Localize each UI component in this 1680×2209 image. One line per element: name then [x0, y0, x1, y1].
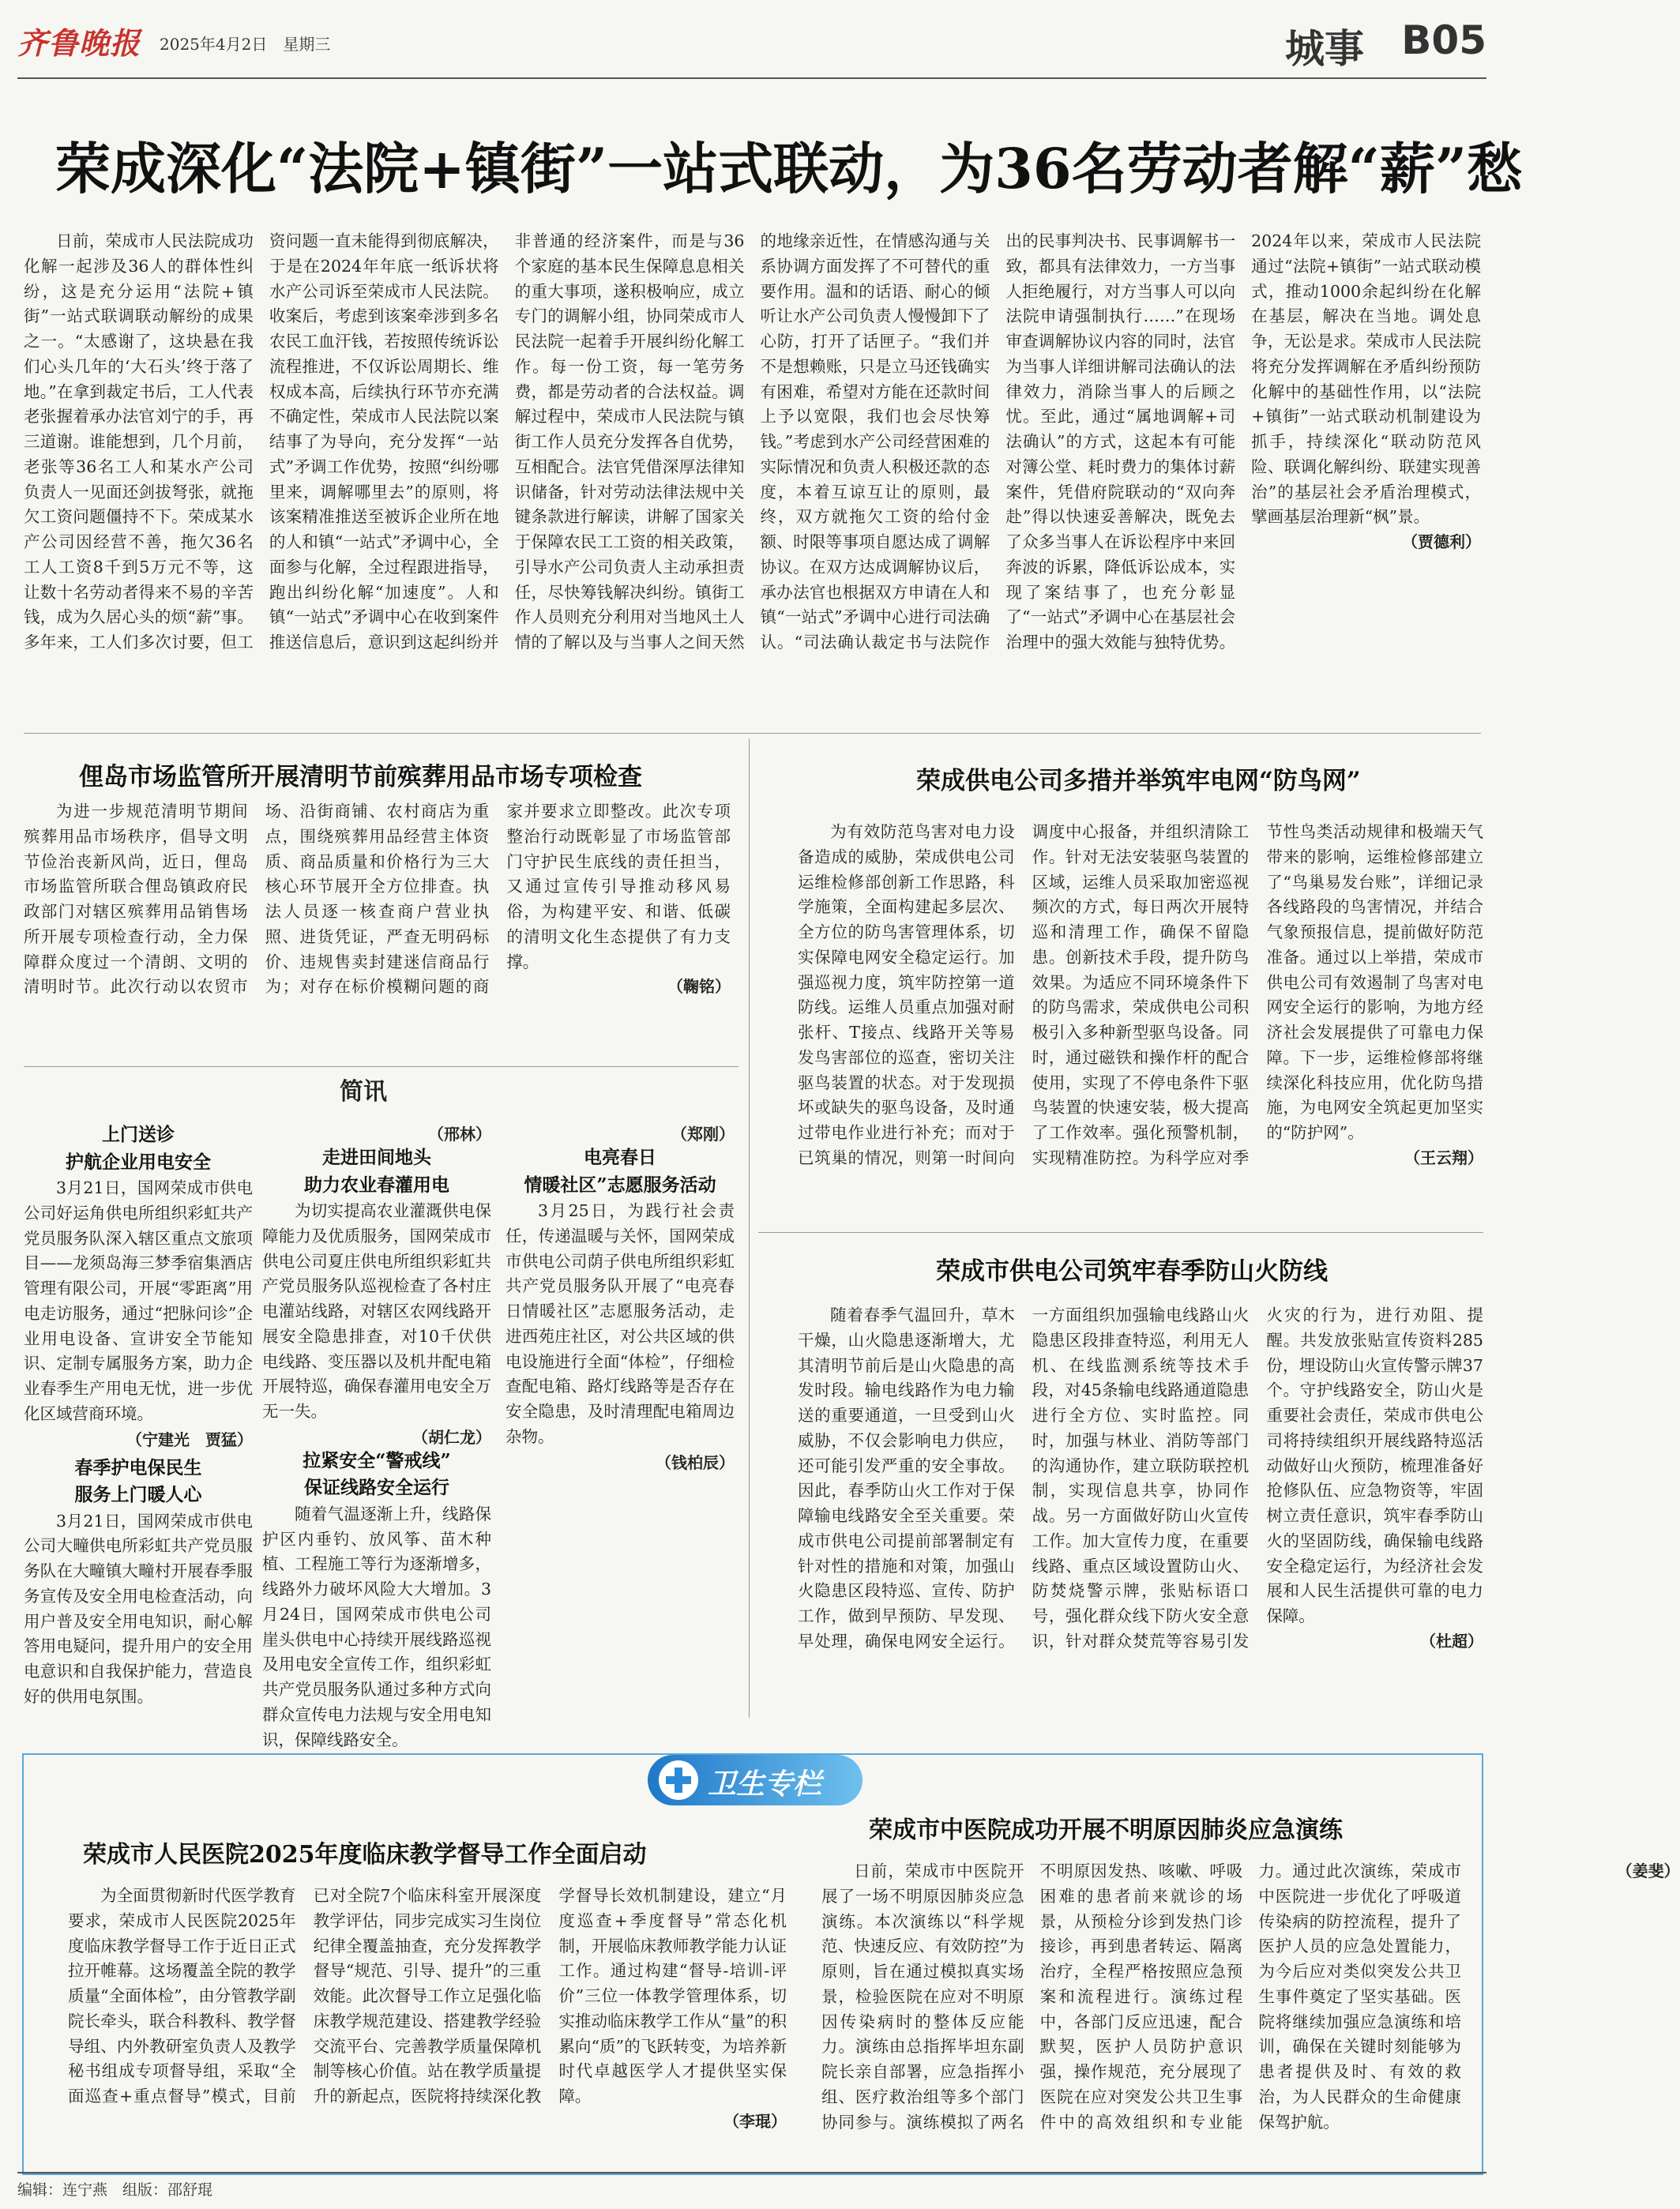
lead-byline: （贾德利） [1401, 532, 1481, 552]
lead-headline: 荣成深化“法院+镇街”一站式联动，为36名劳动者解“薪”愁 [55, 136, 1523, 201]
footer-rule [17, 2172, 1486, 2173]
brief-col-1 [24, 1121, 253, 1722]
divider [24, 1066, 739, 1067]
bird-byline: （王云翔） [1404, 1148, 1483, 1167]
hospital-body: 为全面贯彻新时代医学教育要求，荣成市人民医院2025年度临床教学督导工作于近日正式拉开帷幕。这场覆盖全院的教学质量“全面体检”，由分管教学副院长牵头，联合科教科、教学督导组、内外教研室负责人及教学秘书组成专项督导组，采取“全面巡查+重点督导”模式，目前已对全院7个临床科室开展深度教学评估，同步完成实习生岗位纪律全覆盖抽查，充分发挥教学督导“规范、引导、提升”的三重效能。此次督导工作立足强化临床教学规范建设、搭建教学经验交流平台、完善教学质量保障机制等核心价值。站在教学质量提升的新起点，医院将持续深化教学督导长效机制建设，建立“月度巡查+季度督导”常态化机制，开展临床教师教学能力认证工作。通过构建“督导-培训-评价”三位一体教学管理体系，切实推动临床教学工作从“量”的积累向“质”的飞跃转变，为培养新时代卓越医学人才提供坚实保障。 [68, 1886, 787, 2106]
brief-title: 简讯 [340, 1078, 387, 1106]
brief-item-5-headline: 电亮春日 情暖社区”志愿服务活动 [524, 1147, 716, 1196]
bird-headline: 荣成供电公司多措并举筑牢电网“防鸟网” [916, 767, 1361, 795]
brief-item-1-byline: （宁建光 贾猛） [126, 1429, 253, 1449]
editor-credits: 编辑：连宁燕 组版：邵舒琨 [17, 2181, 213, 2199]
hospital-article [68, 1884, 787, 2160]
brief-item-5-byline: （钱柏辰） [656, 1452, 735, 1472]
section-name: 城事 [1285, 25, 1364, 72]
medical-cross-icon [659, 1760, 698, 1800]
brief-item-2-byline: （邢林） [428, 1125, 491, 1144]
newspaper-logo: 齐鲁晚报 [17, 25, 141, 61]
fire-article [798, 1303, 1483, 1722]
brief-item-5-body: 3月25日，为践行社会责任，传递温暖与关怀，国网荣成市供电公司荫子供电所组织彩虹共产党员服务队开展了“电亮春日情暖社区”志愿服务活动，走进西苑庄社区，对公共区域的供电设施进行全面“体检”，仔细检查配电箱、路灯线路等是否存在安全隐患，及时清理配电箱周边杂物。 [506, 1201, 735, 1446]
brief-item-2-body: 3月21日，国网荣成市供电公司大疃供电所彩虹共产党员服务队在大疃镇大疃村开展春季服务宣传及安全用电检查活动，向用户普及安全用电知识，耐心解答用电疑问，提升用户的安全用电意识和自我保护能力，营造良好的供用电氛围。 [24, 1511, 253, 1707]
brief-col-2 [262, 1121, 491, 1749]
brief-item-4-headline: 拉紧安全“警戒线” 保证线路安全运行 [303, 1449, 451, 1499]
divider [758, 1232, 1483, 1233]
hospital-byline: （李琨） [723, 2111, 787, 2131]
brief-item-3-body: 为切实提高农业灌溉供电保障能力及优质服务，国网荣成市供电公司夏庄供电所组织彩虹共产党员服务队巡视检查了各村庄电灌站线路，对辖区农网线路开展安全隐患排查，对10千伏供电线路、变压器以及机井配电箱开展特巡，确保春灌用电安全万无一失。 [262, 1201, 491, 1422]
tcm-body: 日前，荣成市中医院开展了一场不明原因肺炎应急演练。本次演练以“科学规范、快速反应、有效防控”为原则，旨在通过模拟真实场景，检验医院在应对不明原因传染病时的整体反应能力。演练由总指挥毕坦东副院长亲自部署，应急指挥小组、医疗救治组等多个部门协同参与。演练模拟了两名不明原因发热、咳嗽、呼吸困难的患者前来就诊的场景，从预检分诊到发热门诊接诊，再到患者转运、隔离治疗，全程严格按照应急预案和流程进行。演练过程中，各部门反应迅速，配合默契，医护人员防护意识强，操作规范，充分展现了医院在应对突发公共卫生事件中的高效组织和专业能力。通过此次演练，荣成市中医院进一步优化了呼吸道传染病的防控流程，提升了医护人员的应急处置能力，为今后应对类似突发公共卫生事件奠定了坚实基础。医院将继续加强应急演练和培训，确保在关键时刻能够为患者提供及时、有效的救治，为人民群众的生命健康保驾护航。 [821, 1861, 1461, 2132]
market-body: 为进一步规范清明节期间殡葬用品市场秩序，倡导文明节俭治丧新风尚，近日，俚岛市场监管所联合俚岛镇政府民政部门对辖区殡葬用品销售场所开展专项检查行动，全力保障群众度过一个清朗、文明的清明时节。此次行动以农贸市场、沿街商铺、农村商店为重点，围绕殡葬用品经营主体资质、商品质量和价格行为三大核心环节展开全方位排查。执法人员逐一核查商户营业执照、进货凭证，严查无明码标价、违规售卖封建迷信商品行为；对存在标价模糊问题的商家并要求立即整改。此次专项整治行动既彰显了市场监管部门守护民生底线的责任担当，又通过宣传引导推动移风易俗，为构建平安、和谐、低碳的清明文化生态提供了有力支撑。 [24, 802, 731, 997]
issue-date: 2025年4月2日 星期三 [160, 35, 331, 54]
lead-article [24, 229, 1481, 719]
fire-headline: 荣成市供电公司筑牢春季防山火防线 [936, 1257, 1328, 1286]
bird-body: 为有效防范鸟害对电力设备造成的威胁，荣成供电公司运维检修部创新工作思路，科学施策，全面构建起多层次、全方位的防鸟害管理体系，切实保障电网安全稳定运行。加强巡视力度，筑牢防控第一道防线。运维人员重点加强对耐张杆、T接点、线路开关等易发鸟害部位的巡查，密切关注驱鸟装置的状态。对于发现损坏或缺失的驱鸟设备，及时通过带电作业进行补充；而对于已筑巢的情况，则第一时间向调度中心报备，并组织清除工作。针对无法安装驱鸟装置的区域，运维人员采取加密巡视频次的方式，每日两次开展特巡和清理工作，确保不留隐患。创新技术手段，提升防鸟效果。为适应不同环境条件下的防鸟需求，荣成供电公司积极引入多种新型驱鸟设备。同时，通过磁铁和操作杆的配合使用，实现了不停电条件下驱鸟装置的快速安装，极大提高了工作效率。强化预警机制，实现精准防控。为科学应对季节性鸟类活动规律和极端天气带来的影响，运维检修部建立了“鸟巢易发台账”，详细记录各线路段的鸟害情况，并结合气象预报信息，提前做好防范准备。通过以上举措，荣成市供电公司有效遏制了鸟害对电网安全运行的影响，为地方经济社会发展提供了可靠电力保障。下一步，运维检修部将继续深化科技应用，优化防鸟措施，为电网安全筑起更加坚实的“防护网”。 [798, 822, 1483, 1167]
brief-item-1-headline: 上门送诊 护航企业用电安全 [66, 1124, 211, 1173]
brief-item-1-body: 3月21日，国网荣成市供电公司好运角供电所组织彩虹共产党员服务队深入辖区重点文旅项目——龙须岛海三梦季宿集酒店管理有限公司，开展“零距离”用电走访服务，通过“把脉问诊”企业用电设备、宣讲安全节能知识、定制专属服务方案，助力企业春季生产用电无忧，进一步优化区域营商环境。 [24, 1178, 253, 1423]
brief-item-3-headline: 走进田间地头 助力农业春灌用电 [304, 1147, 449, 1196]
brief-item-2-headline: 春季护电保民生 服务上门暖人心 [74, 1456, 202, 1506]
tcm-byline: （姜斐） [1616, 1861, 1680, 1880]
tcm-headline: 荣成市中医院成功开展不明原因肺炎应急演练 [869, 1816, 1343, 1844]
brief-col-3 [506, 1121, 735, 1722]
masthead [17, 14, 1486, 76]
hospital-headline: 荣成市人民医院2025年度临床教学督导工作全面启动 [83, 1841, 647, 1869]
page-number: B05 [1401, 17, 1486, 63]
brief-item-3-byline: （胡仁龙） [412, 1427, 491, 1447]
fire-body: 随着春季气温回升，草木干燥，山火隐患逐渐增大，尤其清明节前后是山火隐患的高发时段。输电线路作为电力输送的重要通道，一旦受到山火威胁，不仅会影响电力供应，还可能引发严重的安全事故。因此，春季防山火工作对于保障输电线路安全至关重要。荣成市供电公司提前部署制定有针对性的措施和对策，加强山火隐患区段特巡、宣传、防护工作，做到早预防、早发现、早处理，确保电网安全运行。一方面组织加强输电线路山火隐患区段排查特巡，利用无人机、在线监测系统等技术手段，对45条输电线路通道隐患进行全方位、实时监控。同时，加强与林业、消防等部门的沟通协作，建立联防联控机制，实现信息共享，协同作战。另一方面做好防山火宣传工作。加大宣传力度，在重要线路、重点区域设置防山火、防焚烧警示牌，张贴标语口号，强化群众线下防火安全意识，针对群众焚荒等容易引发火灾的行为，进行劝阻、提醒。共发放张贴宣传资料285份，埋设防山火宣传警示牌37个。守护线路安全，防山火是重要社会责任，荣成市供电公司将持续组织开展线路特巡活动做好山火预防，梳理准备好抢修队伍、应急物资等，牢固树立责任意识，筑牢春季防山火的坚固防线，确保输电线路安全稳定运行，为经济社会发展和人民生活提供可靠的电力保障。 [798, 1305, 1483, 1651]
fire-byline: （杜超） [1419, 1631, 1483, 1651]
lead-body: 日前，荣成市人民法院成功化解一起涉及36人的群体性纠纷，这是充分运用“法院+镇街”一站式联调联动解纷的成果之一。“太感谢了，这块悬在我们心头几年的‘大石头’终于落了地。”在拿到裁定书后，工人代表老张握着承办法官刘宁的手，再三道谢。谁能想到，几个月前，老张等36名工人和某水产公司负责人一见面还剑拔弩张，就拖欠工资问题僵持不下。荣成某水产公司因经营不善，拖欠36名工人工资8千到5万元不等，这让数十名劳动者得来不易的辛苦钱，成为久居心头的烦“薪”事。多年来，工人们多次讨要，但工资问题一直未能得到彻底解决，于是在2024年年底一纸诉状将水产公司诉至荣成市人民法院。收案后，考虑到该案牵涉到多名农民工血汗钱，若按照传统诉讼流程推进，不仅诉讼周期长、维权成本高，后续执行环节亦充满不确定性，荣成市人民法院以案结事了为导向，充分发挥“一站式”矛调工作优势，按照“纠纷哪里来，调解哪里去”的原则，将该案精准推送至被诉企业所在地的人和镇“一站式”矛调中心，全面参与化解，全过程跟进指导，跑出纠纷化解“加速度”。人和镇“一站式”矛调中心在收到案件推送信息后，意识到这起纠纷并非普通的经济案件，而是与36个家庭的基本民生保障息息相关的重大事项，遂积极响应，成立专门的调解小组，协同荣成市人民法院一起着手开展纠纷化解工作。每一份工资，每一笔劳务费，都是劳动者的合法权益。调解过程中，荣成市人民法院与镇街工作人员充分发挥各自优势，互相配合。法官凭借深厚法律知识储备，针对劳动法律法规中关键条款进行解读，讲解了国家关于保障农民工工资的相关政策，引导水产公司负责人主动承担责任，尽快筹钱解决纠纷。镇街工作人员则充分利用对当地风土人情的了解以及与当事人之间天然的地缘亲近性，在情感沟通与关系协调方面发挥了不可替代的重要作用。温和的话语、耐心的倾听让水产公司负责人慢慢卸下了心防，打开了话匣子。“我们并不是想赖账，只是立马还钱确实有困难，希望对方能在还款时间上予以宽限，我们也会尽快筹钱。”考虑到水产公司经营困难的实际情况和负责人积极还款的态度，本着互谅互让的原则，最终，双方就拖欠工资的给付金额、时限等事项自愿达成了调解协议。在双方达成调解协议后，承办法官也根据双方申请在人和镇“一站式”矛调中心进行司法确认。“司法确认裁定书与法院作出的民事判决书、民事调解书一致，都具有法律效力，一方当事人拒绝履行，对方当事人可以向法院申请强制执行……”在现场审查调解协议内容的同时，法官为当事人详细讲解司法确认的法律效力，消除当事人的后顾之忧。至此，通过“属地调解+司法确认”的方式，这起本有可能对簿公堂、耗时费力的集体讨薪案件，凭借府院联动的“双向奔赴”得以快速妥善解决，既免去了众多当事人在诉讼程序中来回奔波的诉累，降低诉讼成本，实现了案结事了，也充分彰显了“一站式”矛调中心在基层社会治理中的强大效能与独特优势。2024年以来，荣成市人民法院通过“法院+镇街”一站式联动模式，推动1000余起纠纷在化解在基层，解决在当地。调处息争，无讼是求。荣成市人民法院将充分发挥调解在矛盾纠纷预防化解中的基础性作用，以“法院+镇街”一站式联动机制建设为抓手，持续深化“联动防范风险、联调化解纠纷、联建实现善治”的基层社会矛盾治理模式，擘画基层治理新“枫”景。 [24, 231, 1481, 652]
brief-item-4-byline: （郑刚） [671, 1125, 735, 1144]
market-article [24, 799, 731, 1064]
tcm-article [821, 1859, 1680, 2159]
health-banner [648, 1755, 863, 1805]
health-banner-label: 卫生专栏 [708, 1768, 822, 1801]
market-byline: （鞠铭） [667, 977, 731, 997]
divider [24, 733, 1481, 734]
brief-item-4-body: 随着气温逐渐上升，线路保护区内垂钓、放风筝、苗木种植、工程施工等行为逐渐增多，线路外力破坏风险大大增加。3月24日，国网荣成市供电公司崖头供电中心持续开展线路巡视及用电安全宣传工作，组织彩虹共产党员服务队通过多种方式向群众宣传电力法规与安全用电知识，保障线路安全。 [262, 1504, 491, 1749]
bird-article [798, 820, 1483, 1224]
masthead-rule [17, 77, 1486, 79]
divider [749, 738, 750, 1718]
market-headline: 俚岛市场监管所开展清明节前殡葬用品市场专项检查 [79, 763, 642, 791]
